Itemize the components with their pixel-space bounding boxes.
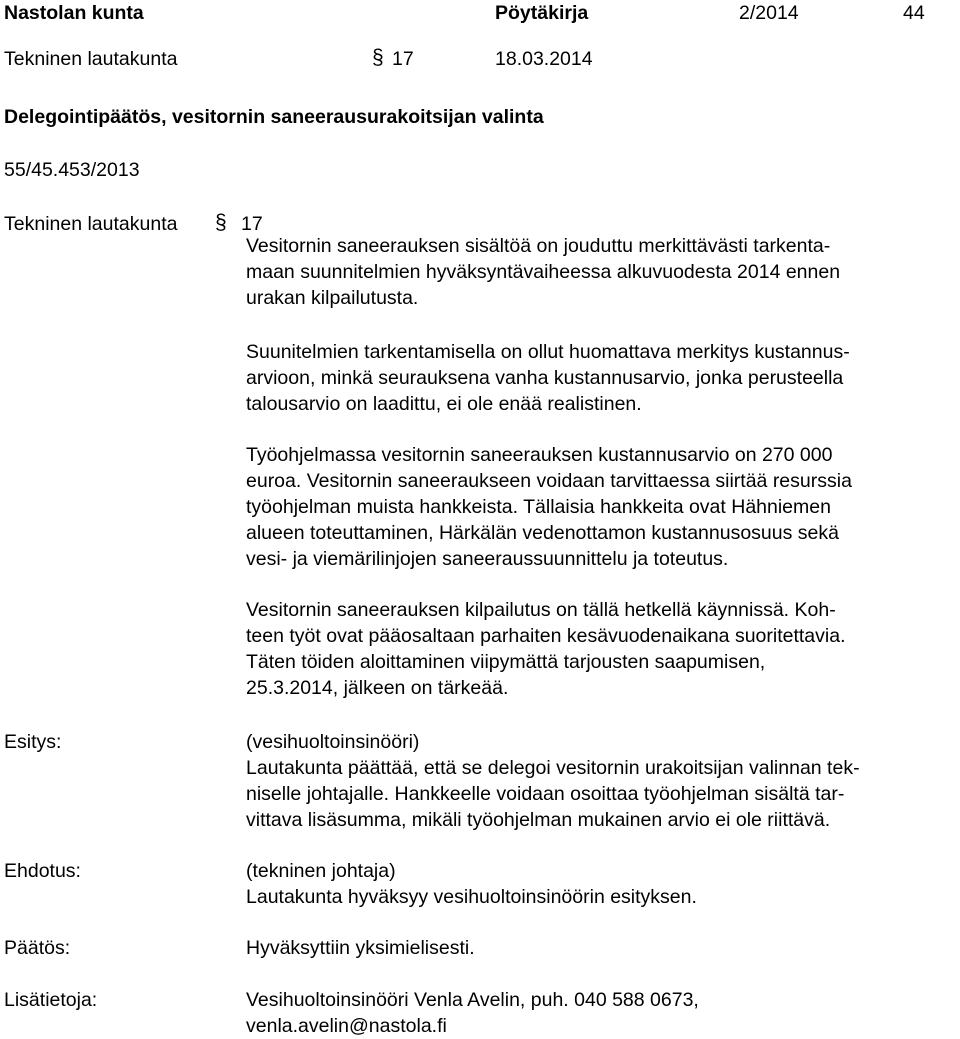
case-number: 55/45.453/2013: [4, 159, 140, 181]
text-line: (tekninen johtaja): [246, 860, 396, 882]
page-number: 44: [903, 2, 925, 24]
text-line: arvioon, minkä seurauksena vanha kustannusarvio, jonka perusteella: [246, 367, 844, 389]
text-line: (vesihuoltoinsinööri): [246, 731, 420, 753]
text-line: työohjelman muista hankkeista. Tällaisia hankkeita ovat Hähniemen: [246, 496, 831, 518]
text-line: niselle johtajalle. Hankkeelle voidaan osoittaa työohjelman sisältä tar-: [246, 783, 845, 805]
text-line: urakan kilpailutusta.: [246, 287, 419, 309]
page-title: Delegointipäätös, vesitornin saneerausurakoitsijan valinta: [4, 106, 544, 128]
text-line: teen työt ovat pääosaltaan parhaiten kesävuodenaikana suoritettavia.: [246, 625, 846, 647]
text-line: Hyväksyttiin yksimielisesti.: [246, 937, 475, 959]
text-line: Täten töiden aloittaminen viipymättä tarjousten saapumisen,: [246, 651, 766, 673]
contact-email: venla.avelin@nastola.fi: [246, 1015, 447, 1037]
lisatietoja-label: Lisätietoja:: [4, 989, 98, 1011]
section-number: 17: [392, 48, 414, 70]
document-type: Pöytäkirja: [495, 2, 589, 24]
text-line: Työohjelmassa vesitornin saneerauksen kustannusarvio on 270 000: [246, 444, 833, 466]
section-symbol: §: [372, 46, 384, 69]
document-number: 2/2014: [739, 2, 799, 24]
text-line: maan suunnitelmien hyväksyntävaiheessa alkuvuodesta 2014 ennen: [246, 261, 841, 283]
text-line: talousarvio on laadittu, ei ole enää realistinen.: [246, 393, 642, 415]
ehdotus-text: [246, 858, 697, 910]
paragraph-2: [246, 339, 850, 417]
board-reference-section-number: 17: [241, 213, 263, 235]
text-line: Lautakunta hyväksyy vesihuoltoinsinöörin esityksen.: [246, 886, 697, 908]
lisatietoja-text: [246, 987, 699, 1039]
municipality-name: Nastolan kunta: [4, 2, 144, 24]
ehdotus-label: Ehdotus:: [4, 860, 81, 882]
paragraph-3: [246, 442, 852, 572]
paragraph-4: [246, 597, 846, 701]
paatos-text: [246, 935, 475, 961]
text-line: Vesitornin saneerauksen kilpailutus on tällä hetkellä käynnissä. Koh-: [246, 599, 836, 621]
paragraph-1: [246, 233, 840, 311]
text-line: vesi- ja viemärilinjojen saneeraussuunnittelu ja toteutus.: [246, 548, 729, 570]
contact-line: Vesihuoltoinsinööri Venla Avelin, puh. 040 588 0673,: [246, 989, 699, 1011]
text-line: euroa. Vesitornin saneeraukseen voidaan tarvittaessa siirtää resurssia: [246, 470, 852, 492]
board-reference: Tekninen lautakunta: [4, 213, 178, 235]
esitys-label: Esitys:: [4, 731, 62, 753]
esitys-text: [246, 729, 860, 833]
text-line: Suunitelmien tarkentamisella on ollut huomattava merkitys kustannus-: [246, 341, 850, 363]
paatos-label: Päätös:: [4, 937, 71, 959]
text-line: alueen toteuttaminen, Härkälän vedenottamon kustannusosuus sekä: [246, 522, 839, 544]
board-name: Tekninen lautakunta: [4, 48, 178, 70]
text-line: vittava lisäsumma, mikäli työohjelman mukainen arvio ei ole riittävä.: [246, 809, 831, 831]
text-line: 25.3.2014, jälkeen on tärkeää.: [246, 677, 509, 699]
meeting-date: 18.03.2014: [495, 48, 593, 70]
board-reference-section-symbol: §: [215, 211, 227, 234]
text-line: Vesitornin saneerauksen sisältöä on jouduttu merkittävästi tarkenta-: [246, 235, 831, 257]
text-line: Lautakunta päättää, että se delegoi vesitornin urakoitsijan valinnan tek-: [246, 757, 860, 779]
